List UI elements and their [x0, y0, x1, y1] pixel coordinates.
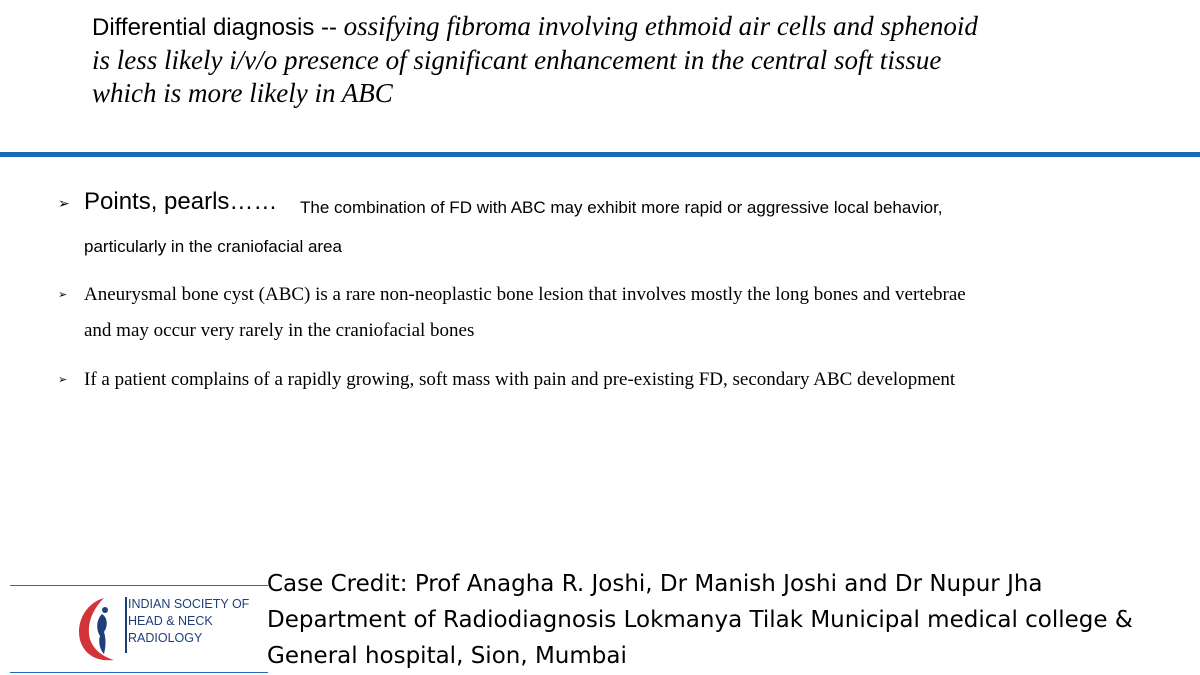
title-line-3: which is more likely in ABC — [92, 78, 393, 108]
bullet-text-line: and may occur very rarely in the craniofacial bones — [84, 320, 475, 341]
logo-divider — [125, 597, 127, 653]
title-lead: Differential diagnosis -- — [92, 14, 344, 41]
title-divider — [0, 152, 1200, 157]
title-line-1-rest: ossifying fibroma involving ethmoid air cells and sphenoid — [343, 11, 978, 41]
bullet-text-line: Aneurysmal bone cyst (ABC) is a rare non-neoplastic bone lesion that involves mostly the long bones and vertebrae — [84, 284, 966, 305]
arrow-bullet-icon: ➢ — [58, 373, 68, 386]
credit-line: General hospital, Sion, Mumbai — [267, 643, 627, 669]
credit-line: Case Credit: Prof Anagha R. Joshi, Dr Manish Joshi and Dr Nupur Jha — [267, 571, 1043, 597]
title-line-1 — [92, 10, 1152, 44]
footer-divider-bottom — [10, 672, 268, 673]
logo-text-line: HEAD & NECK — [128, 614, 213, 628]
slide-title — [92, 10, 1152, 110]
arrow-bullet-icon: ➢ — [58, 288, 68, 301]
case-credit — [267, 566, 1133, 674]
arrow-bullet-icon: ➢ — [58, 196, 70, 212]
bullet-text-line: If a patient complains of a rapidly growing, soft mass with pain and pre-existing FD, secondary ABC development — [84, 369, 956, 390]
bullet-text-line: particularly in the craniofacial area — [84, 237, 342, 256]
bullet-text-line: The combination of FD with ABC may exhibit more rapid or aggressive local behavior, — [300, 198, 943, 217]
logo-text — [128, 596, 249, 647]
logo-text-line: INDIAN SOCIETY OF — [128, 597, 250, 611]
society-logo-icon — [74, 590, 126, 668]
title-line-2: is less likely i/v/o presence of significant enhancement in the central soft tissue — [92, 45, 942, 75]
logo-text-line: RADIOLOGY — [128, 631, 203, 645]
credit-line: Department of Radiodiagnosis Lokmanya Tilak Municipal medical college & — [267, 607, 1133, 633]
bullet-heading: Points, pearls…… — [84, 188, 278, 215]
footer-divider-top — [10, 585, 268, 586]
